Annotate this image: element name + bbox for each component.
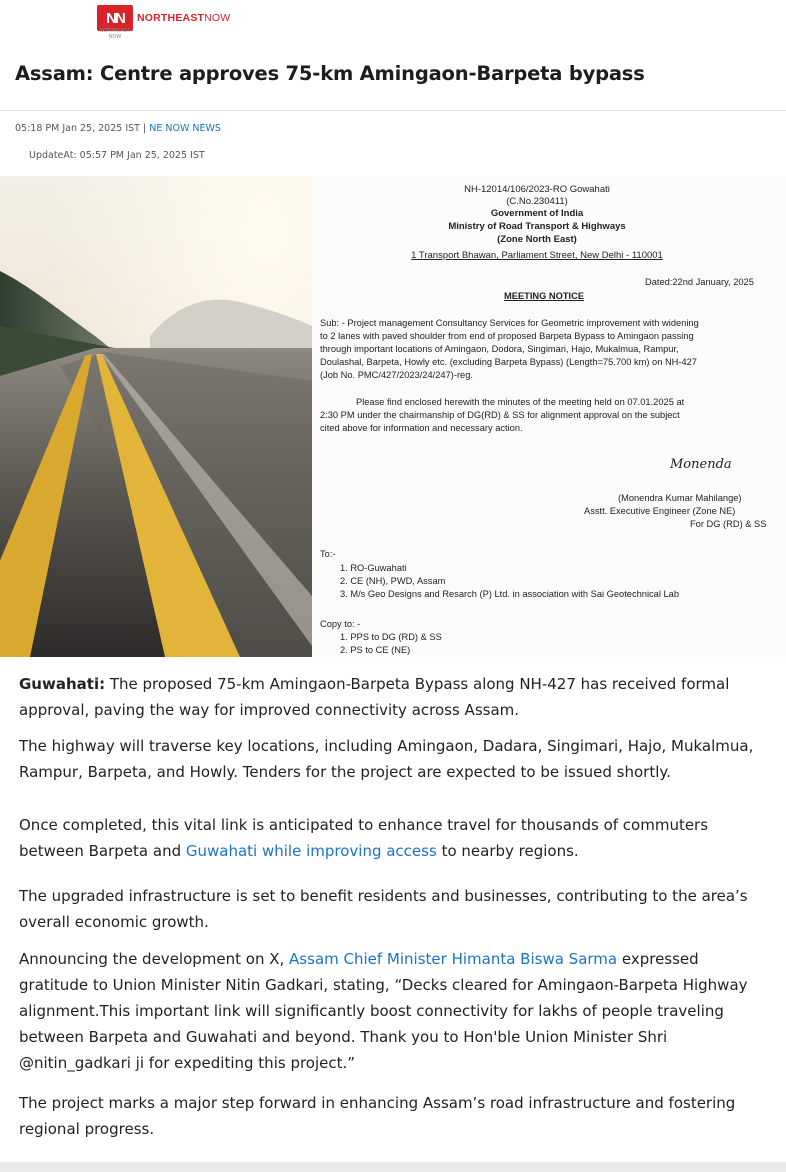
author-link[interactable]: NE NOW NEWS	[149, 123, 221, 134]
paragraph-1	[19, 671, 769, 723]
doc-date: Dated:22nd January, 2025	[645, 277, 754, 287]
doc-to-item: 2. CE (NH), PWD, Assam	[340, 576, 446, 586]
guwahati-link[interactable]: Guwahati while improving access	[185, 842, 437, 860]
doc-copy-item: 2. PS to CE (NE)	[340, 645, 411, 655]
doc-to-item: 1. RO-Guwahati	[340, 563, 407, 573]
title-divider	[0, 110, 786, 111]
doc-to-label: To:-	[320, 549, 336, 559]
meta-separator: |	[143, 123, 147, 134]
paragraph-2: The highway will traverse key locations, including Amingaon, Dadara, Singimari, Hajo, Mukalmua, Rampur, Barpeta, and Howly. Tenders for the project are expected to be issued shortly.	[19, 737, 754, 781]
article-title: Assam: Centre approves 75-km Amingaon-Barpeta bypass	[15, 62, 645, 85]
paragraph-5-text-b: expressed gratitude to Union Minister Nitin Gadkari, stating, “Decks cleared for Amingaon-Barpeta Highway alignment.This important link will significantly boost connectivity for lakhs of people traveling between Barpeta and Guwahati and beyond. Thank you to Hon'ble Union Minister Shri @nitin_gadkari ji for expediting this project.”	[19, 950, 748, 1072]
doc-copy-label: Copy to: -	[320, 619, 361, 629]
doc-sub-line: Sub: - Project management Consultancy Services for Geometric improvement with widening	[320, 318, 699, 328]
paragraph-3-text-a: Once completed, this vital link is anticipated to enhance travel for thousands of commuters between Barpeta and	[19, 816, 709, 860]
logo-mark-letters: NN	[106, 9, 124, 27]
site-header	[0, 0, 786, 45]
paragraph-3-text-b: to nearby regions.	[436, 842, 579, 860]
doc-to-item: 3. M/s Geo Designs and Resarch (P) Ltd. in association with Sai Geotechnical Lab	[340, 589, 679, 599]
paragraph-6: The project marks a major step forward in enhancing Assam’s road infrastructure and fostering regional progress.	[19, 1094, 736, 1138]
doc-copy-item: 1. PPS to DG (RD) & SS	[340, 632, 442, 642]
paragraph-5-text-a: Announcing the development on X,	[19, 950, 290, 968]
doc-body-line: cited above for information and necessary action.	[320, 423, 523, 433]
doc-signer-name: (Monendra Kumar Mahilange)	[618, 493, 742, 503]
doc-signer-for: For DG (RD) & SS	[690, 519, 767, 529]
doc-zone: (Zone North East)	[497, 234, 577, 245]
doc-ministry: Ministry of Road Transport & Highways	[448, 221, 626, 232]
doc-sub-line: to 2 lanes with paved shoulder from end of proposed Barpeta Bypass to Amingaon passing	[320, 331, 694, 341]
doc-notice-heading: MEETING NOTICE	[504, 291, 585, 301]
doc-signature: Monenda	[670, 457, 732, 472]
doc-sub-line: (Job No. PMC/427/2023/24/247)-reg.	[320, 370, 473, 380]
paragraph-1-text: The proposed 75-km Amingaon-Barpeta Bypass along NH-427 has received formal approval, paving the way for improved connectivity across Assam.	[19, 675, 730, 719]
dateline: Guwahati:	[19, 675, 106, 693]
chief-minister-link[interactable]: Assam Chief Minister Himanta Biswa Sarma	[289, 950, 618, 968]
logo-word-light: NOW	[204, 12, 231, 24]
paragraph-5	[19, 946, 769, 1076]
logo-mark	[97, 5, 133, 40]
updated-time: UpdateAt: 05:57 PM Jan 25, 2025 IST	[29, 150, 205, 161]
doc-sub-line: through important locations of Amingaon, Dodora, Singimari, Hajo, Mukalmua, Rampur,	[320, 344, 679, 354]
paragraph-3	[19, 812, 769, 864]
logo-wordmark	[137, 12, 230, 24]
doc-signer-title: Asstt. Executive Engineer (Zone NE)	[584, 506, 736, 516]
doc-reference: NH-12014/106/2023-RO Gowahati	[464, 184, 610, 195]
doc-body-line: Please find enclosed herewith the minutes of the meeting held on 07.01.2025 at	[356, 397, 685, 407]
logo-word-bold: NORTHEAST	[137, 12, 205, 24]
doc-sub-line: Doulashal, Barpeta, Howly etc. (excluding Barpeta Bypass) (Length=75.700 km) on NH-427	[320, 357, 697, 367]
doc-address: 1 Transport Bhawan, Parliament Street, New Delhi - 110001	[411, 250, 663, 261]
logo-mark-caption: NORTHEAST NOW	[99, 28, 131, 40]
paragraph-4: The upgraded infrastructure is set to benefit residents and businesses, contributing to the area’s overall economic growth.	[19, 887, 748, 931]
doc-c-no: (C.No.230411)	[506, 196, 568, 207]
article-meta	[15, 123, 221, 134]
road-photo	[0, 176, 312, 657]
meeting-notice-document	[312, 176, 786, 657]
site-logo[interactable]	[97, 5, 231, 40]
doc-body-line: 2:30 PM under the chairmanship of DG(RD) & SS for alignment approval on the subject	[320, 410, 680, 420]
published-time: 05:18 PM Jan 25, 2025 IST	[15, 123, 140, 134]
footer-bar	[0, 1162, 786, 1172]
hero-image	[0, 176, 786, 657]
doc-government: Government of India	[490, 208, 584, 219]
